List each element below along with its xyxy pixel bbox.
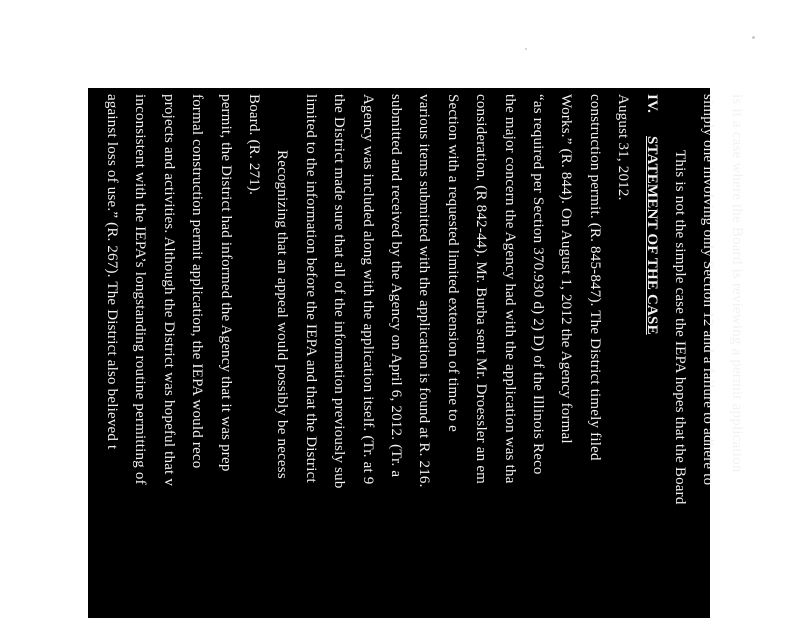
section-title: STATEMENT OF THE CASE <box>643 135 660 335</box>
text-line: submitted and received by the Agency on April 6, 2012. (Tr. a <box>388 94 404 478</box>
text-line: August 31, 2012. <box>615 94 632 201</box>
text-line: the major concern the Agency had with the application was tha <box>501 94 518 484</box>
text-line: against loss of use.” (R. 267). The District also believed t <box>104 94 120 450</box>
scanned-document-image <box>88 88 745 618</box>
text-line: the District made sure that all of the information previously sub <box>331 94 348 489</box>
text-line: is it a case where the Board is reviewing a permit application <box>728 94 745 473</box>
scan-speck <box>752 36 755 39</box>
text-line: various items submitted with the application is found at R. 216. <box>416 94 433 488</box>
text-line: Agency was included along with the application itself. (Tr. at 9 <box>359 94 376 485</box>
text-line: projects and activities. Although the District was hopeful that v <box>160 94 177 487</box>
text-line: formal construction permit application, the IEPA would reco <box>189 94 206 469</box>
document-body <box>88 88 745 618</box>
text-line: “as required per Section 370.930 d) 2) D) of the Illinois Reco <box>530 94 546 475</box>
text-line: construction permit. (R. 845-847). The District timely filed <box>586 94 603 461</box>
text-line: permit, the District had informed the Agency that it was prep <box>217 94 234 472</box>
text-line: limited to the information before the IEPA and that the District <box>302 94 319 483</box>
text-line: consideration. (R 842-44). Mr. Burba sent Mr. Droessler an em <box>473 94 490 485</box>
text-line: Section with a requested limited extension of time to e <box>444 94 461 433</box>
text-line: This is not the simple case the IEPA hopes that the Board <box>672 150 688 505</box>
text-line: simply one involving only Section 12 and a failure to adhere to <box>700 94 717 486</box>
text-line: Recognizing that an appeal would possibly be necess <box>274 150 291 479</box>
text-line: Works.” (R. 844). On August 1, 2012 the Agency formal <box>558 94 575 444</box>
text-line: Board. (R. 271). <box>246 94 262 196</box>
section-number: IV. <box>643 94 660 114</box>
scan-speck <box>525 48 527 50</box>
section-heading <box>643 94 660 335</box>
text-line: inconsistent with the IEPA’s longstanding routine permitting of <box>132 94 149 485</box>
